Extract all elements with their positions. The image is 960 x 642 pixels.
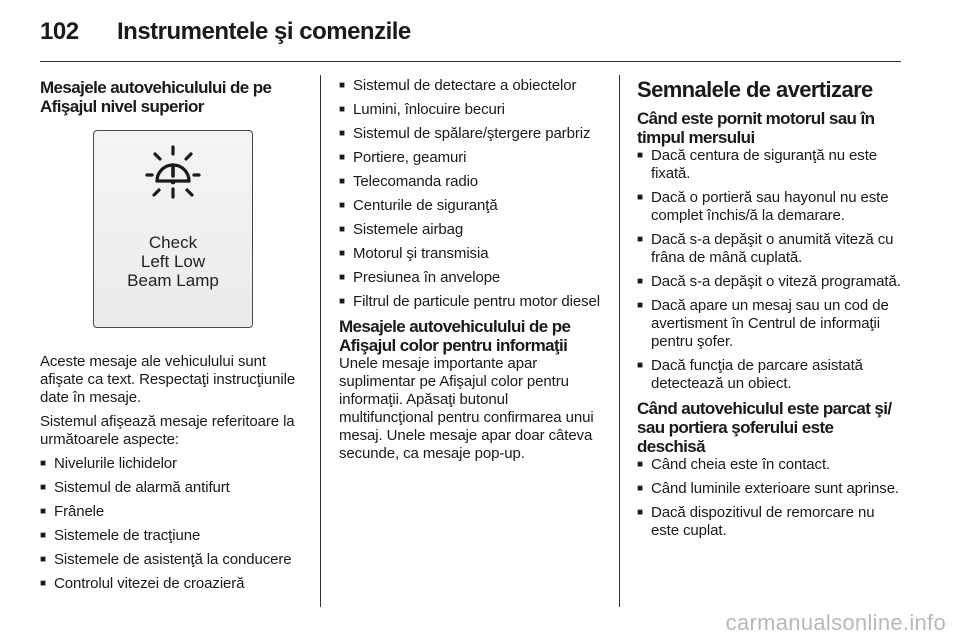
- list-item: ■ Presiunea în anvelope: [339, 269, 604, 287]
- list-item: ■ Sistemul de spălare/ştergere parbriz: [339, 125, 604, 143]
- hud-display: [93, 130, 253, 328]
- list-item: ■ Dacă s-a depăşit o viteză programată.: [637, 273, 905, 291]
- list-item: ■ Dacă s-a depăşit o anumită viteză cu frâna de mână cuplată.: [637, 231, 905, 267]
- bullet-list: [40, 455, 308, 593]
- subheading-parked: Când autovehiculul este parcat şi/ sau portiera şoferului este deschisă: [637, 399, 892, 456]
- column-3: [637, 75, 905, 546]
- hud-figure: [40, 124, 308, 339]
- paragraph: Aceste mesaje ale vehiculului sunt afişate ca text. Respectaţi instrucţiunile date în mesaje.: [40, 353, 296, 406]
- list-item: ■ Centurile de siguranţă: [339, 197, 604, 215]
- list-item: ■ Motorul şi transmisia: [339, 245, 604, 263]
- list-item: ■ Sistemele airbag: [339, 221, 604, 239]
- hud-message-line: Check: [148, 233, 198, 252]
- column-divider-1: [320, 75, 321, 607]
- list-item: ■ Lumini, înlocuire becuri: [339, 101, 604, 119]
- list-item: ■ Controlul vitezei de croazieră: [40, 575, 308, 593]
- list-item: ■ Sistemul de detectare a obiectelor: [339, 77, 604, 95]
- subheading-engine-running: Când este pornit motorul sau în timpul mersului: [637, 109, 875, 147]
- list-item: ■ Dacă centura de siguranţă nu este fixată.: [637, 147, 905, 183]
- bullet-list: [637, 456, 905, 540]
- paragraph: Unele mesaje importante apar suplimentar pe Afişajul color pentru informaţii. Apăsaţi butonul multifuncţional pentru confirmarea unui mesaj. Unele mesaje apar doar câteva secunde, ca mesaje pop-up.: [339, 355, 594, 462]
- list-item: ■ Dacă apare un mesaj sau un cod de avertisment în Centrul de informaţii pentru şofer.: [637, 297, 905, 351]
- list-item: ■ Telecomanda radio: [339, 173, 604, 191]
- page-header: [40, 18, 900, 60]
- list-item: ■ Dacă funcţia de parcare asistată detectează un obiect.: [637, 357, 905, 393]
- list-item: ■ Dacă dispozitivul de remorcare nu este cuplat.: [637, 504, 905, 540]
- column-divider-2: [619, 75, 620, 607]
- list-item: ■ Sistemele de asistenţă la conducere: [40, 551, 308, 569]
- list-item: ■ Portiere, geamuri: [339, 149, 604, 167]
- bullet-list: [637, 147, 905, 393]
- list-item: ■ Nivelurile lichidelor: [40, 455, 308, 473]
- hud-message-line: Beam Lamp: [127, 271, 219, 290]
- section-title-warnings: Semnalele de avertizare: [637, 77, 873, 102]
- watermark: carmanualsonline.info: [725, 610, 946, 635]
- list-item: ■ Frânele: [40, 503, 308, 521]
- list-item: ■ Sistemele de tracţiune: [40, 527, 308, 545]
- column-2: [339, 75, 604, 469]
- list-item: ■ Dacă o portieră sau hayonul nu este complet închis/ă la demarare.: [637, 189, 905, 225]
- page-title: Instrumentele şi comenzile: [117, 18, 411, 45]
- paragraph: Sistemul afişează mesaje referitoare la următoarele aspecte:: [40, 413, 295, 448]
- column-1: [40, 75, 308, 599]
- hud-message-line: Left Low: [140, 252, 206, 271]
- list-item: ■ Când cheia este în contact.: [637, 456, 905, 474]
- section-heading-color-display: Mesajele autovehiculului de pe Afişajul color pentru informaţii: [339, 317, 571, 355]
- hud-message: [94, 233, 252, 290]
- list-item: ■ Când luminile exterioare sunt aprinse.: [637, 480, 905, 498]
- section-heading-hud: Mesajele autovehiculului de pe Afişajul nivel superior: [40, 78, 272, 116]
- header-divider: [40, 61, 901, 62]
- page-number: 102: [40, 18, 79, 45]
- list-item: ■ Filtrul de particule pentru motor diesel: [339, 293, 604, 311]
- list-item: ■ Sistemul de alarmă antifurt: [40, 479, 308, 497]
- headlamp-warning-icon: [145, 145, 201, 203]
- bullet-list: [339, 77, 604, 311]
